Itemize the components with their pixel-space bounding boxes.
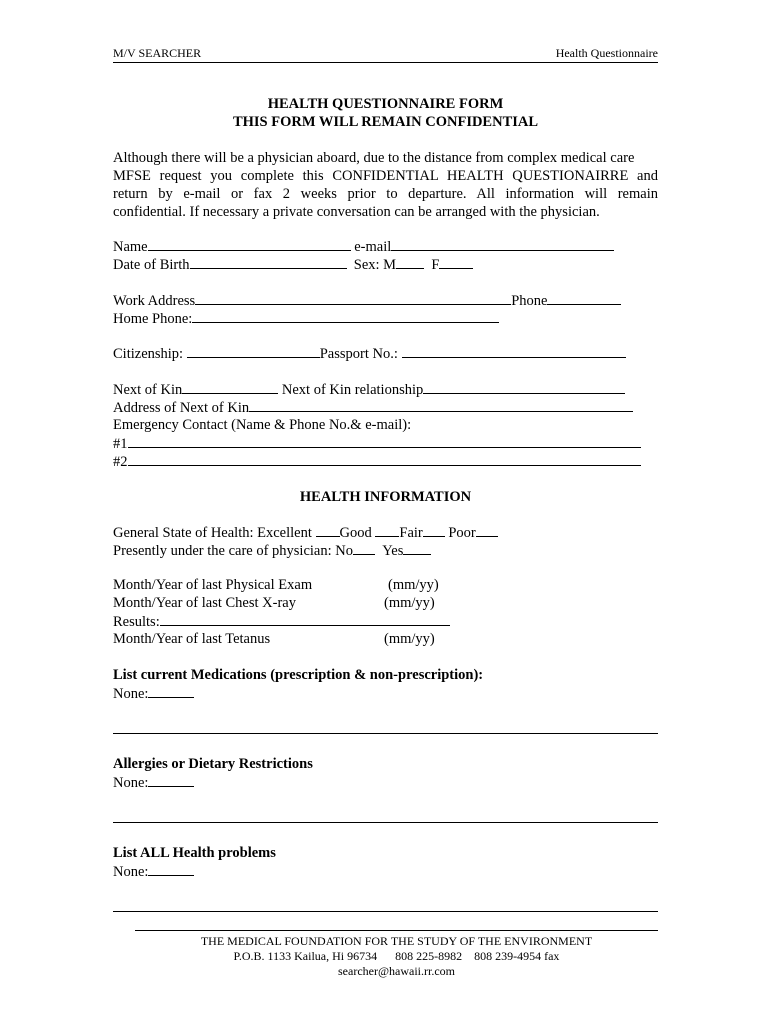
tetanus-mmyy: (mm/yy) xyxy=(384,631,435,647)
excellent-field[interactable] xyxy=(316,523,340,537)
intro-line-1: Although there will be a physician aboard, due to the distance from complex medical care xyxy=(113,150,635,166)
header-right: Health Questionnaire xyxy=(555,46,658,60)
name-field[interactable] xyxy=(148,237,351,251)
kin-address-label: Address of Next of Kin xyxy=(113,400,250,416)
problems-none-row xyxy=(113,862,194,881)
physical-exam-label: Month/Year of last Physical Exam xyxy=(113,577,313,593)
passport-field[interactable] xyxy=(402,344,626,358)
name-label: Name xyxy=(113,239,148,255)
kin-relationship-label: Next of Kin relationship xyxy=(281,382,424,398)
header-left: M/V SEARCHER xyxy=(113,46,202,60)
name-row xyxy=(113,237,614,256)
kin-label: Next of Kin xyxy=(113,382,183,398)
footer-fax: 808 239-4954 fax xyxy=(474,949,560,963)
chest-xray-mmyy: (mm/yy) xyxy=(384,595,435,611)
footer-org: THE MEDICAL FOUNDATION FOR THE STUDY OF THE ENVIRONMENT xyxy=(200,934,593,948)
health-heading: HEALTH INFORMATION xyxy=(299,489,472,505)
kin-row xyxy=(113,380,625,399)
problems-none-label: None: xyxy=(113,864,149,880)
sex-label: Sex: M xyxy=(353,257,397,273)
medications-line[interactable] xyxy=(113,733,658,734)
emergency-label: Emergency Contact (Name & Phone No.& e-mail): xyxy=(113,417,412,433)
medications-heading: List current Medications (prescription & non-prescription): xyxy=(113,667,484,683)
physician-row xyxy=(113,541,431,560)
allergies-heading: Allergies or Dietary Restrictions xyxy=(113,756,313,772)
problems-heading: List ALL Health problems xyxy=(113,845,276,861)
intro-line-2: MFSE request you complete this CONFIDENTIAL HEALTH QUESTIONAIRRE and xyxy=(113,168,658,184)
phone-field[interactable] xyxy=(547,291,621,305)
form-title: HEALTH QUESTIONNAIRE FORM xyxy=(267,96,504,112)
kin-field[interactable] xyxy=(182,380,278,394)
sex-f-field[interactable] xyxy=(439,255,473,269)
citizenship-row xyxy=(113,344,626,363)
contact1-row xyxy=(113,434,641,453)
home-phone-row xyxy=(113,309,499,328)
kin-address-row xyxy=(113,398,633,417)
dob-row xyxy=(113,255,473,274)
contact1-field[interactable] xyxy=(128,434,641,448)
results-field[interactable] xyxy=(160,612,450,626)
general-state-label: General State of Health: Excellent xyxy=(113,525,312,541)
intro-line-4: confidential. If necessary a private conversation can be arranged with the physician. xyxy=(113,204,600,220)
allergies-none-row xyxy=(113,773,194,792)
medications-none-field[interactable] xyxy=(148,684,194,698)
results-label: Results: xyxy=(113,614,160,630)
contact2-row xyxy=(113,452,641,471)
work-address-label: Work Address xyxy=(113,293,196,309)
fair-label: Fair xyxy=(399,525,423,541)
contact2-field[interactable] xyxy=(128,452,641,466)
allergies-none-label: None: xyxy=(113,775,149,791)
footer-phone: 808 225-8982 xyxy=(395,949,463,963)
allergies-none-field[interactable] xyxy=(148,773,194,787)
footer-rule xyxy=(135,930,658,931)
chest-xray-label: Month/Year of last Chest X-ray xyxy=(113,595,296,611)
work-row xyxy=(113,291,621,310)
phone-label: Phone xyxy=(511,293,548,309)
fair-field[interactable] xyxy=(423,523,445,537)
problems-line[interactable] xyxy=(113,911,658,912)
sex-m-field[interactable] xyxy=(396,255,424,269)
citizenship-label: Citizenship: xyxy=(113,346,184,362)
sex-f-label: F xyxy=(431,257,440,273)
email-field[interactable] xyxy=(391,237,614,251)
physician-yes-field[interactable] xyxy=(403,541,431,555)
passport-label: Passport No.: xyxy=(319,346,398,362)
health-state-row xyxy=(113,523,498,542)
medications-none-row xyxy=(113,684,194,703)
physical-exam-mmyy: (mm/yy) xyxy=(388,577,439,593)
citizenship-field[interactable] xyxy=(187,344,320,358)
problems-none-field[interactable] xyxy=(148,862,194,876)
email-label: e-mail xyxy=(354,239,392,255)
allergies-line[interactable] xyxy=(113,822,658,823)
physician-label: Presently under the care of physician: No xyxy=(113,543,353,559)
kin-address-field[interactable] xyxy=(249,398,633,412)
work-address-field[interactable] xyxy=(195,291,511,305)
poor-field[interactable] xyxy=(476,523,498,537)
good-label: Good xyxy=(339,525,372,541)
medications-none-label: None: xyxy=(113,686,149,702)
physician-no-field[interactable] xyxy=(353,541,375,555)
physician-yes-label: Yes xyxy=(382,543,404,559)
tetanus-label: Month/Year of last Tetanus xyxy=(113,631,271,647)
kin-relationship-field[interactable] xyxy=(423,380,625,394)
contact2-label: #2 xyxy=(113,454,128,470)
footer-address: P.O.B. 1133 Kailua, Hi 96734 xyxy=(233,949,378,963)
home-phone-label: Home Phone: xyxy=(113,311,193,327)
contact1-label: #1 xyxy=(113,436,128,452)
header-rule xyxy=(113,62,658,63)
footer-contact-row xyxy=(135,949,658,964)
dob-field[interactable] xyxy=(190,255,347,269)
poor-label: Poor xyxy=(448,525,476,541)
form-subtitle: THIS FORM WILL REMAIN CONFIDENTIAL xyxy=(232,114,539,130)
good-field[interactable] xyxy=(375,523,399,537)
footer-email[interactable]: searcher@hawaii.rr.com xyxy=(338,964,455,978)
results-row xyxy=(113,612,450,631)
home-phone-field[interactable] xyxy=(192,309,499,323)
dob-label: Date of Birth xyxy=(113,257,190,273)
intro-line-3: return by e-mail or fax 2 weeks prior to departure. All information will remain xyxy=(113,186,658,202)
